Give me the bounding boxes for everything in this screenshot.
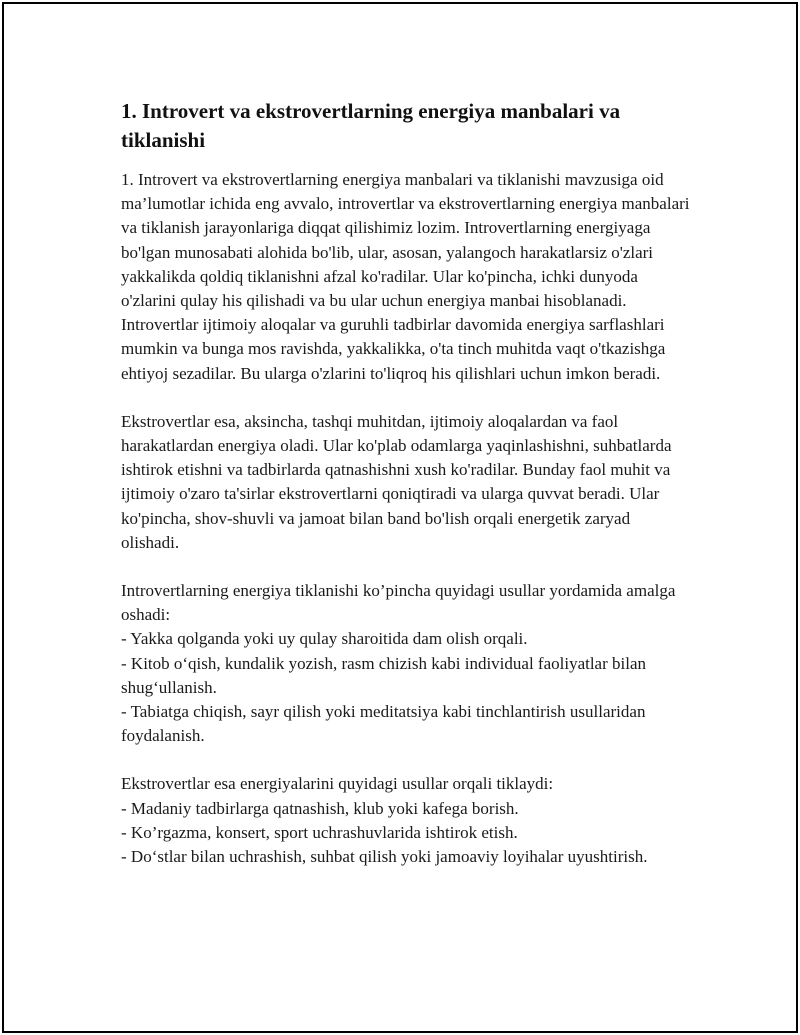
list-item: - Tabiatga chiqish, sayr qilish yoki meditatsiya kabi tinchlantirish usullaridan foydalanish.: [121, 702, 646, 746]
introvert-recovery-list: [121, 579, 691, 748]
list-item: - Ko’rgazma, konsert, sport uchrashuvlarida ishtirok etish.: [121, 822, 518, 842]
list-item: - Yakka qolganda yoki uy qulay sharoitida dam olish orqali.: [121, 629, 528, 649]
list-intro: Introvertlarning energiya tiklanishi ko’pincha quyidagi usullar yordamida amalga oshadi:: [121, 581, 676, 625]
extrovert-recovery-list: [121, 772, 691, 869]
list-item: - Madaniy tadbirlarga qatnashish, klub yoki kafega borish.: [121, 798, 519, 818]
list-item: - Kitob o‘qish, kundalik yozish, rasm chizish kabi individual faoliyatlar bilan shug‘ullanish.: [121, 653, 647, 697]
list-item: - Do‘stlar bilan uchrashish, suhbat qilish yoki jamoaviy loyihalar uyushtirish.: [121, 847, 648, 867]
paragraph-extroverts: Ekstrovertlar esa, aksincha, tashqi muhitdan, ijtimoiy aloqalardan va faol harakatlardan energiya oladi. Ular ko'plab odamlarga yaqinlashishni, suhbatlarda ishtirok etishni va tadbirlarda qatnashishni xush ko'radilar. Bunday faol muhit va ijtimoiy o'zaro ta'sirlar ekstrovertlarni qoniqtiradi va ularga quvvat beradi. Ular ko'pincha, shov-shuvli va jamoat bilan band bo'lish orqali energetik zaryad olishadi.: [121, 411, 672, 552]
list-intro: Ekstrovertlar esa energiyalarini quyidagi usullar orqali tiklaydi:: [121, 774, 554, 794]
section-heading: 1. Introvert va ekstrovertlarning energiya manbalari va tiklanishi: [121, 99, 621, 152]
document-body: [121, 97, 691, 893]
paragraph-energy-sources: 1. Introvert va ekstrovertlarning energiya manbalari va tiklanishi mavzusiga oid ma’lumotlar ichida eng avvalo, introvertlar va ekstrovertlarning energiya manbalari va tiklanish jarayonlariga diqqat qilishimiz lozim. Introvertlarning energiyaga bo'lgan munosabati alohida bo'lib, ular, asosan, yalangoch harakatlarsiz o'zlari yakkalikda qoldiq tiklanishni afzal ko'radilar. Ular ko'pincha, ichki dunyoda o'zlarini qulay his qilishadi va bu ular uchun energiya manbai hisoblanadi. Introvertlar ijtimoiy aloqalar va guruhli tadbirlar davomida energiya sarflashlari mumkin va bunga mos ravishda, yakkalikka, o'ta tinch muhitda vaqt o'tkazishga ehtiyoj sezadilar. Bu ularga o'zlarini to'liqroq his qilishlari uchun imkon beradi.: [121, 170, 690, 383]
page-frame: [2, 2, 798, 1033]
